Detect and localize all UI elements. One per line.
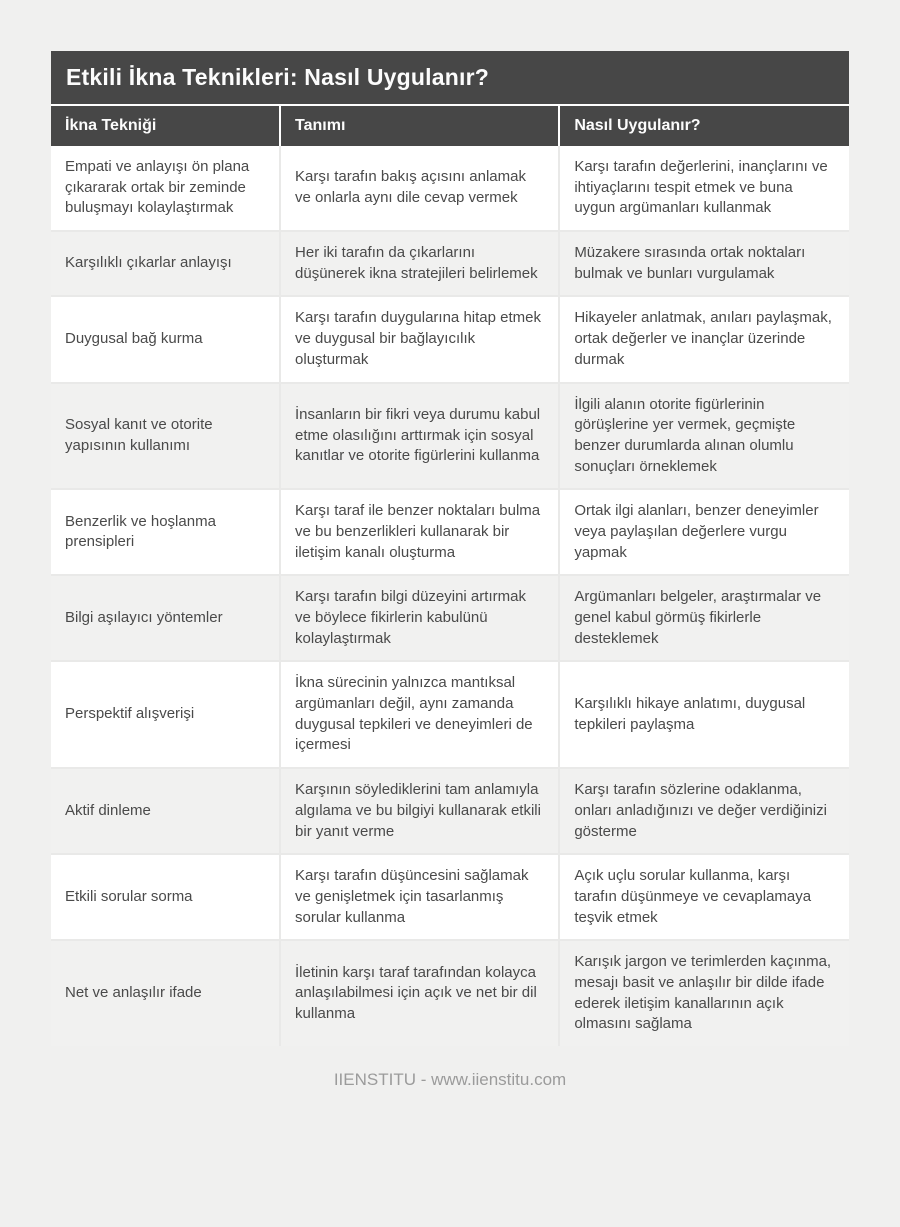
cell-tanim: Karşı taraf ile benzer noktaları bulma ve bu benzerlikleri kullanarak bir iletişim kanalı oluşturma	[280, 489, 559, 575]
cell-teknik: Net ve anlaşılır ifade	[51, 940, 280, 1046]
table-row	[51, 383, 849, 490]
content-card	[51, 51, 849, 1046]
column-header-uygulama: Nasıl Uygulanır?	[559, 106, 849, 146]
cell-uygulama: Karışık jargon ve terimlerden kaçınma, mesajı basit ve anlaşılır bir dilde ifade ederek iletişim kanallarının açık olmasını sağlama	[559, 940, 849, 1046]
cell-tanim: Karşı tarafın düşüncesini sağlamak ve genişletmek için tasarlanmış sorular kullanma	[280, 854, 559, 940]
cell-teknik: Sosyal kanıt ve otorite yapısının kullanımı	[51, 383, 280, 490]
cell-teknik: Aktif dinleme	[51, 768, 280, 854]
cell-uygulama: Karşı tarafın sözlerine odaklanma, onları anladığınızı ve değer verdiğinizi gösterme	[559, 768, 849, 854]
cell-teknik: Duygusal bağ kurma	[51, 296, 280, 382]
cell-teknik: Benzerlik ve hoşlanma prensipleri	[51, 489, 280, 575]
cell-tanim: İnsanların bir fikri veya durumu kabul etme olasılığını arttırmak için sosyal kanıtlar ve otorite figürlerini kullanma	[280, 383, 559, 490]
cell-teknik: Karşılıklı çıkarlar anlayışı	[51, 231, 280, 296]
table-row	[51, 940, 849, 1046]
table-body	[51, 146, 849, 1046]
table-row	[51, 661, 849, 768]
cell-uygulama: Karşı tarafın değerlerini, inançlarını ve ihtiyaçlarını tespit etmek ve buna uygun argümanları kullanmak	[559, 146, 849, 231]
table-row	[51, 146, 849, 231]
table-row	[51, 768, 849, 854]
cell-tanim: Karşının söylediklerini tam anlamıyla algılama ve bu bilgiyi kullanarak etkili bir yanıt verme	[280, 768, 559, 854]
cell-uygulama: Karşılıklı hikaye anlatımı, duygusal tepkileri paylaşma	[559, 661, 849, 768]
page-title: Etkili İkna Teknikleri: Nasıl Uygulanır?	[51, 51, 849, 106]
table-row	[51, 231, 849, 296]
cell-uygulama: Müzakere sırasında ortak noktaları bulmak ve bunları vurgulamak	[559, 231, 849, 296]
table-row	[51, 854, 849, 940]
cell-teknik: Perspektif alışverişi	[51, 661, 280, 768]
cell-uygulama: Argümanları belgeler, araştırmalar ve genel kabul görmüş fikirlerle desteklemek	[559, 575, 849, 661]
ikna-table	[51, 106, 849, 1046]
cell-uygulama: Açık uçlu sorular kullanma, karşı tarafın düşünmeye ve cevaplamaya teşvik etmek	[559, 854, 849, 940]
cell-uygulama: Hikayeler anlatmak, anıları paylaşmak, ortak değerler ve inançlar üzerinde durmak	[559, 296, 849, 382]
cell-tanim: Karşı tarafın bilgi düzeyini artırmak ve böylece fikirlerin kabulünü kolaylaştırmak	[280, 575, 559, 661]
cell-uygulama: Ortak ilgi alanları, benzer deneyimler veya paylaşılan değerlere vurgu yapmak	[559, 489, 849, 575]
table-row	[51, 575, 849, 661]
cell-tanim: Karşı tarafın duygularına hitap etmek ve duygusal bir bağlayıcılık oluşturmak	[280, 296, 559, 382]
footer-text: IIENSTITU - www.iienstitu.com	[333, 1070, 567, 1089]
cell-teknik: Empati ve anlayışı ön plana çıkararak ortak bir zeminde buluşmayı kolaylaştırmak	[51, 146, 280, 231]
column-header-tanim: Tanımı	[280, 106, 559, 146]
cell-uygulama: İlgili alanın otorite figürlerinin görüşlerine yer vermek, geçmişte benzer durumlarda alınan olumlu sonuçları örneklemek	[559, 383, 849, 490]
column-header-teknik: İkna Tekniği	[51, 106, 280, 146]
cell-teknik: Etkili sorular sorma	[51, 854, 280, 940]
table-row	[51, 296, 849, 382]
cell-tanim: Karşı tarafın bakış açısını anlamak ve onlarla aynı dile cevap vermek	[280, 146, 559, 231]
cell-tanim: İkna sürecinin yalnızca mantıksal argümanları değil, aynı zamanda duygusal tepkileri ve deneyimleri de içermesi	[280, 661, 559, 768]
cell-teknik: Bilgi aşılayıcı yöntemler	[51, 575, 280, 661]
table-header-row	[51, 106, 849, 146]
table-row	[51, 489, 849, 575]
cell-tanim: İletinin karşı taraf tarafından kolayca anlaşılabilmesi için açık ve net bir dil kullanma	[280, 940, 559, 1046]
cell-tanim: Her iki tarafın da çıkarlarını düşünerek ikna stratejileri belirlemek	[280, 231, 559, 296]
